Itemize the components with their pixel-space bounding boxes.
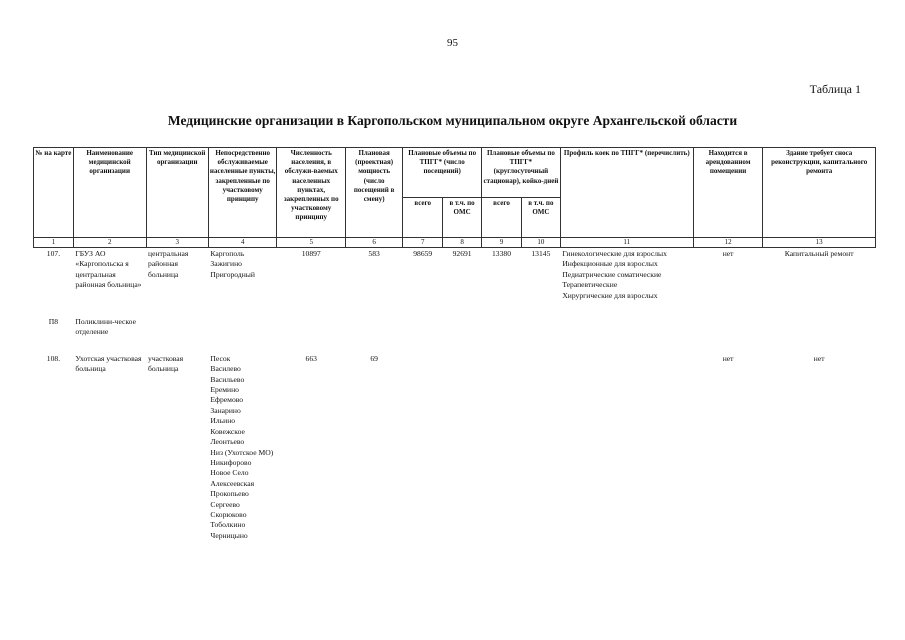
header-visits-oms: в т.ч. по ОМС [443,198,482,238]
visits-oms: 92691 [452,249,472,258]
table-row [34,248,876,303]
settlement: Черницыно [210,530,248,540]
repair-status: нет [813,353,825,363]
table-row [34,353,876,542]
header-capacity: Плановая (проектная) мощность (число посещений в смену) [345,148,402,238]
visits-total: 98659 [413,249,433,258]
header-population: Численность населения, в обслужи-ваемых населенных пунктах, закрепленных по участковому принципу [277,148,346,238]
document-title: Медицинские организации в Каргопольском муниципальном округе Архангельской области [167,113,738,128]
rented-status: нет [722,353,734,363]
settlement: Еремино [210,385,239,395]
bed-profile: Педиатрические соматические [562,269,662,279]
medical-organizations-table [33,147,876,542]
column-number: 7 [403,238,443,248]
settlement: Никифорово [210,457,252,467]
column-number: 5 [277,238,346,248]
header-bed-days-oms: в т.ч. по ОМС [521,198,560,238]
settlement: Скорюково [210,509,247,519]
settlement: Пригородный [210,269,255,279]
column-number: 10 [521,238,560,248]
header-planned-visits: Плановые объемы по ТПГГ* (число посещений) [403,148,482,198]
settlement: Ефремово [210,395,244,405]
bed-days-total: 13380 [492,249,511,258]
header-rented: Находится в арендованном помещении [693,148,763,238]
column-number: 6 [345,238,402,248]
column-number: 12 [693,238,763,248]
settlement: Зажигино [210,259,242,269]
bed-profiles-list [560,248,693,303]
row-number: 108. [46,353,61,363]
organization-type: центральная районная больница [148,249,189,279]
column-number: 2 [73,238,146,248]
settlement: Прокопьево [210,489,249,499]
settlement: Песок [210,353,231,363]
organization-name: Ухотская участковая больница [75,353,142,374]
table-label: Таблица 1 [809,82,861,96]
capacity: 69 [370,353,378,363]
column-number: 11 [560,238,693,248]
settlements-list [208,248,277,303]
header-settlements: Непосредственно обслуживаемые населенные пункты, закрепленные по участковому принципу [208,148,277,238]
table-row [34,316,876,339]
column-number: 1 [34,238,74,248]
settlements-list [208,353,277,542]
header-repair: Здание требует сноса реконструкции, капитального ремонта [763,148,876,238]
row-number: 107. [46,249,61,258]
bed-days-oms: 13145 [531,249,551,258]
page-number: 95 [447,37,458,49]
settlement: Занарино [210,405,241,415]
population: 663 [305,353,317,363]
settlement: Сергеево [210,499,240,509]
header-organization-name: Наименование медицинской организации [73,148,146,238]
column-number: 4 [208,238,277,248]
bed-profile: Терапевтические [562,280,618,290]
settlement: Тоболкино [210,520,246,530]
settlement: Новое Село [210,468,249,478]
header-organization-type: Тип медицинской организации [146,148,208,238]
bed-profile: Гинекологические для взрослых [562,249,667,258]
capacity: 583 [368,249,380,258]
population: 10897 [301,249,321,258]
header-number-on-map: № на карте [34,148,74,238]
row-number: П8 [48,317,59,327]
column-number: 3 [146,238,208,248]
settlement: Ильино [210,416,236,426]
settlement: Низ (Ухотское МО) [210,447,274,457]
organization-name: Поликлини-ческое отделение [75,317,136,337]
settlement: Каргополь [210,249,245,258]
header-bed-profiles: Профиль коек по ТПГГ* (перечислить) [560,148,693,238]
column-number: 13 [763,238,876,248]
settlement: Алексеевская [210,478,255,488]
header-bed-days-total: всего [482,198,522,238]
rented-status: нет [722,249,734,258]
organization-name: ГБУЗ АО «Каргопольска я центральная районная больница» [75,249,142,290]
bed-profile: Хирургические для взрослых [562,290,658,300]
header-planned-bed-days: Плановые объемы по ТПГГ* (круглосуточный стационар), койко-дней [482,148,561,198]
column-number: 9 [482,238,522,248]
settlement: Ковежское [210,426,245,436]
settlement: Леонтьево [210,437,245,447]
bed-profile: Инфекционные для взрослых [562,259,658,269]
column-number: 8 [443,238,482,248]
repair-status: Капитальный ремонт [784,249,854,258]
header-visits-total: всего [403,198,443,238]
organization-type: участковая больница [148,353,184,374]
settlement: Василево [210,364,241,374]
settlement: Васильево [210,374,245,384]
